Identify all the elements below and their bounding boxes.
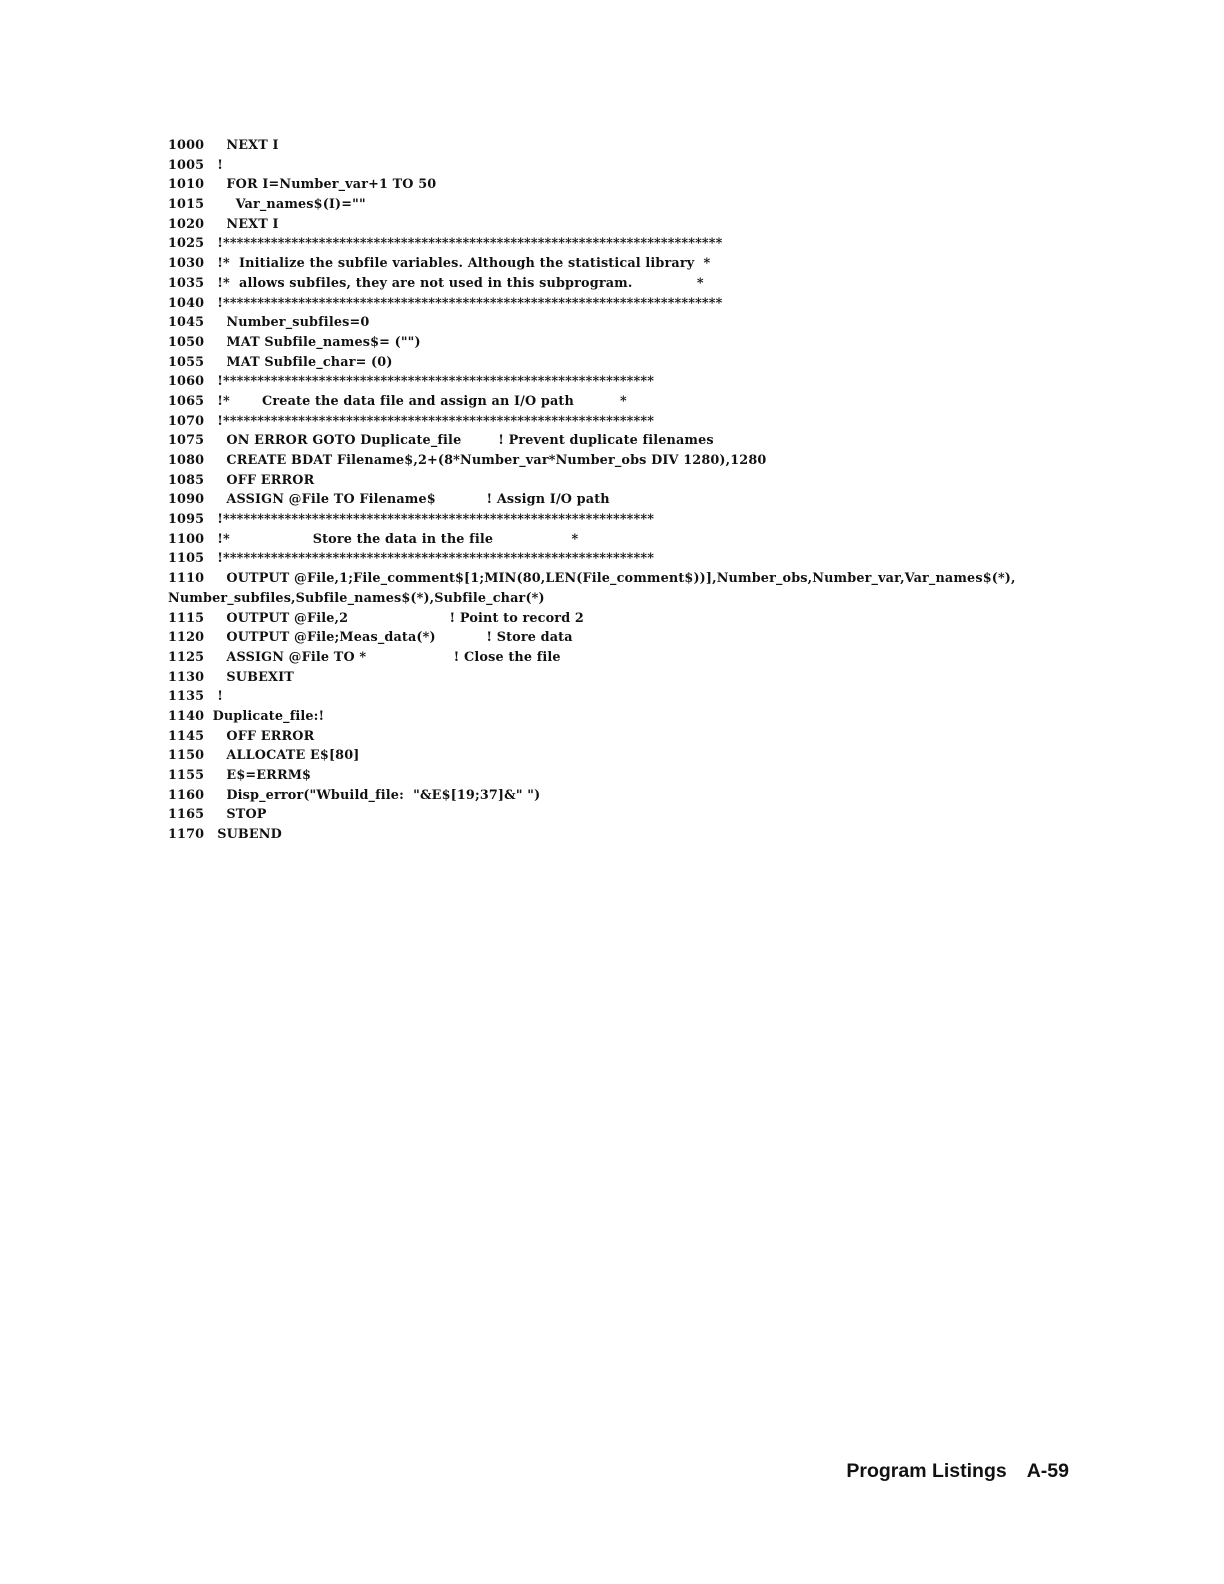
line-number: 1010 — [168, 177, 205, 193]
code-text: ASSIGN @File TO Filename$ ! Assign I/O path — [208, 492, 610, 508]
line-number: 1150 — [168, 748, 205, 764]
line-number: 1085 — [168, 472, 205, 488]
code-text: !*************************************************************** — [208, 413, 655, 429]
code-text: Duplicate_file:! — [208, 708, 325, 724]
line-number: 1025 — [168, 236, 205, 252]
code-text: !*************************************************************** — [208, 374, 655, 390]
line-number: 1020 — [168, 216, 205, 232]
line-number: 1170 — [168, 827, 205, 843]
code-text: !* Initialize the subfile variables. Although the statistical library * — [208, 256, 711, 272]
code-line — [168, 825, 1218, 845]
code-text: FOR I=Number_var+1 TO 50 — [208, 177, 437, 193]
code-line — [168, 175, 1218, 195]
code-text: CREATE BDAT Filename$,2+(8*Number_var*Number_obs DIV 1280),1280 — [208, 453, 767, 468]
line-number: 1030 — [168, 256, 205, 272]
line-number: 1040 — [168, 295, 205, 311]
line-number: 1050 — [168, 334, 205, 350]
code-line — [168, 628, 1218, 648]
code-text: Var_names$(I)="" — [208, 197, 366, 213]
code-line — [168, 746, 1218, 766]
line-number: 1130 — [168, 669, 205, 685]
code-text: MAT Subfile_names$= ("") — [208, 334, 421, 350]
code-text: !* Store the data in the file * — [208, 531, 579, 547]
code-line — [168, 549, 1218, 569]
code-text: OUTPUT @File,1;File_comment$[1;MIN(80,LEN(File_comment$))],Number_obs,Number_var,Var_names$(*), — [208, 571, 1016, 587]
code-text: !* Create the data file and assign an I/O path * — [208, 393, 627, 409]
code-line — [168, 392, 1218, 412]
code-line — [168, 471, 1218, 491]
code-text: Number_subfiles=0 — [208, 315, 370, 331]
line-number: 1105 — [168, 551, 205, 567]
code-line — [168, 234, 1218, 254]
line-number: 1060 — [168, 374, 205, 390]
code-text: ASSIGN @File TO * ! Close the file — [208, 649, 561, 665]
code-text: NEXT I — [208, 138, 279, 153]
code-text: !* allows subfiles, they are not used in this subprogram. * — [208, 275, 704, 291]
code-text: SUBEXIT — [208, 669, 294, 685]
code-text: OFF ERROR — [208, 728, 315, 744]
line-number: 1075 — [168, 433, 205, 449]
line-number: 1035 — [168, 275, 205, 291]
code-line — [168, 431, 1218, 451]
code-line — [168, 451, 1218, 471]
page-footer — [846, 1460, 1069, 1483]
page-number: A-59 — [1026, 1460, 1069, 1482]
code-line — [168, 786, 1218, 806]
code-text: SUBEND — [208, 827, 282, 843]
code-text: OFF ERROR — [208, 472, 315, 488]
line-number: 1145 — [168, 728, 205, 744]
line-number: 1115 — [168, 610, 205, 626]
code-text: ALLOCATE E$[80] — [208, 748, 360, 764]
code-line — [168, 609, 1218, 629]
code-line — [168, 569, 1218, 589]
code-line — [168, 668, 1218, 688]
code-line — [168, 412, 1218, 432]
code-line — [168, 333, 1218, 353]
line-number: 1120 — [168, 630, 205, 646]
line-number: 1125 — [168, 649, 205, 665]
code-line — [168, 156, 1218, 176]
code-line — [168, 254, 1218, 274]
line-number: 1000 — [168, 138, 205, 153]
code-line — [168, 215, 1218, 235]
line-number: 1090 — [168, 492, 205, 508]
line-number: 1045 — [168, 315, 205, 331]
code-line — [168, 687, 1218, 707]
line-number: 1070 — [168, 413, 205, 429]
line-number: 1095 — [168, 512, 205, 528]
code-line — [168, 510, 1218, 530]
code-text: OUTPUT @File;Meas_data(*) ! Store data — [208, 630, 573, 646]
code-line — [168, 707, 1218, 727]
code-line — [168, 648, 1218, 668]
line-number: 1140 — [168, 708, 205, 724]
line-number: 1015 — [168, 197, 205, 213]
section-title: Program Listings — [846, 1460, 1007, 1482]
code-line — [168, 727, 1218, 747]
code-text: OUTPUT @File,2 ! Point to record 2 — [208, 610, 584, 626]
line-number: 1005 — [168, 157, 205, 173]
code-text: NEXT I — [208, 216, 279, 232]
code-text: !************************************************************************* — [208, 295, 723, 311]
code-line — [168, 136, 1218, 156]
code-line — [168, 195, 1218, 215]
line-number: 1165 — [168, 807, 205, 823]
code-text: !*************************************************************** — [208, 512, 655, 528]
code-line — [168, 313, 1218, 333]
code-text: ! — [208, 689, 223, 705]
code-text: ON ERROR GOTO Duplicate_file ! Prevent duplicate filenames — [208, 433, 714, 449]
code-text: E$=ERRM$ — [208, 768, 312, 783]
line-number: 1065 — [168, 393, 205, 409]
code-text: !*************************************************************** — [208, 551, 655, 567]
code-line — [168, 294, 1218, 314]
code-line — [168, 805, 1218, 825]
code-text: !************************************************************************* — [208, 236, 723, 252]
program-listing — [168, 136, 1218, 845]
code-line — [168, 353, 1218, 373]
line-number: 1080 — [168, 453, 205, 468]
code-text: ! — [208, 157, 223, 173]
code-text: STOP — [208, 807, 267, 823]
code-line — [168, 589, 1218, 609]
line-number: 1055 — [168, 354, 205, 370]
code-text: Number_subfiles,Subfile_names$(*),Subfile_char(*) — [168, 590, 545, 606]
line-number: 1135 — [168, 689, 205, 705]
code-line — [168, 490, 1218, 510]
line-number: 1160 — [168, 787, 205, 803]
code-line — [168, 530, 1218, 550]
code-text: Disp_error("Wbuild_file: "&E$[19;37]&" ") — [208, 787, 541, 803]
code-line — [168, 766, 1218, 786]
line-number: 1155 — [168, 768, 205, 783]
code-line — [168, 372, 1218, 392]
line-number: 1110 — [168, 571, 205, 587]
line-number: 1100 — [168, 531, 205, 547]
code-text: MAT Subfile_char= (0) — [208, 354, 393, 370]
code-line — [168, 274, 1218, 294]
